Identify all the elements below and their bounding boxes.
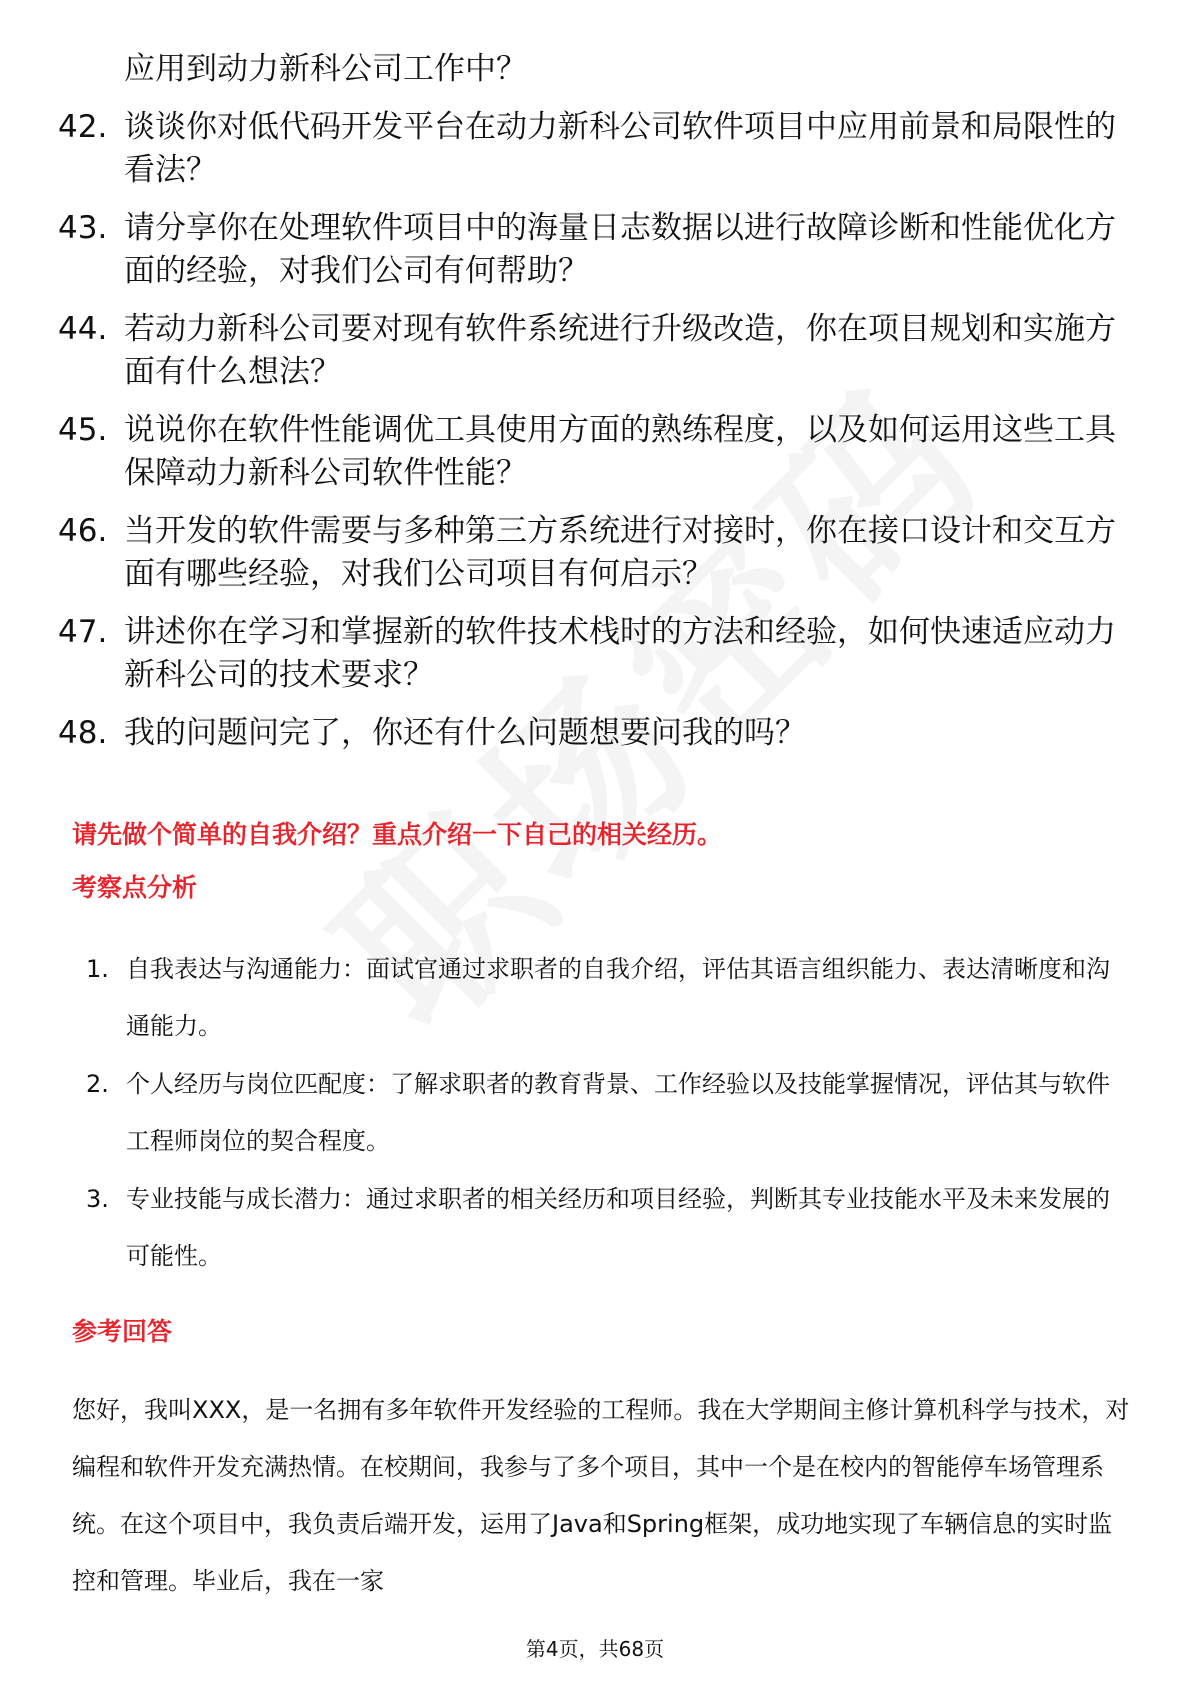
question-text: 说说你在软件性能调优工具使用方面的熟练程度，以及如何运用这些工具保障动力新科公司软件性能？ — [124, 412, 1116, 491]
question-number: 44. — [58, 311, 108, 347]
question-number: 45. — [58, 412, 108, 448]
question-text: 谈谈你对低代码开发平台在动力新科公司软件项目中应用前景和局限性的看法？ — [124, 109, 1116, 188]
question-text: 我的问题问完了，你还有什么问题想要问我的吗？ — [124, 715, 806, 751]
analysis-text: 个人经历与岗位匹配度：了解求职者的教育背景、工作经验以及技能掌握情况，评估其与软件工程师岗位的契合程度。 — [126, 1070, 1110, 1155]
question-continuation: 应用到动力新科公司工作中？ — [124, 51, 527, 87]
analysis-text: 专业技能与成长潜力：通过求职者的相关经历和项目经验，判断其专业技能水平及未来发展的可能性。 — [126, 1185, 1110, 1270]
question-number: 43. — [58, 210, 108, 246]
question-item — [58, 409, 1138, 495]
analysis-text: 自我表达与沟通能力：面试官通过求职者的自我介绍，评估其语言组织能力、表达清晰度和沟通能力。 — [126, 955, 1110, 1040]
page-footer: 第4页，共68页 — [525, 1637, 665, 1661]
question-item — [58, 510, 1138, 596]
analysis-number: 3. — [86, 1185, 109, 1213]
analysis-item — [86, 1056, 1126, 1170]
analysis-item — [86, 1171, 1126, 1285]
question-text: 请分享你在处理软件项目中的海量日志数据以进行故障诊断和性能优化方面的经验，对我们公司有何帮助？ — [124, 210, 1116, 289]
question-item — [58, 207, 1138, 293]
reference-title: 参考回答 — [72, 1317, 173, 1346]
section-headline: 请先做个简单的自我介绍？重点介绍一下自己的相关经历。 — [72, 820, 723, 849]
analysis-number: 2. — [86, 1070, 109, 1098]
analysis-list — [86, 941, 1126, 1286]
reference-answer: 您好，我叫XXX，是一名拥有多年软件开发经验的工程师。我在大学期间主修计算机科学与技术，对编程和软件开发充满热情。在校期间，我参与了多个项目，其中一个是在校内的智能停车场管理系统。在这个项目中，我负责后端开发，运用了Java和Spring框架，成功地实现了车辆信息的实时监控和管理。毕业后，我在一家 — [72, 1396, 1130, 1595]
question-text: 当开发的软件需要与多种第三方系统进行对接时，你在接口设计和交互方面有哪些经验，对我们公司项目有何启示？ — [124, 513, 1116, 592]
question-text: 讲述你在学习和掌握新的软件技术栈时的方法和经验，如何快速适应动力新科公司的技术要求？ — [124, 614, 1116, 693]
question-item — [58, 611, 1138, 697]
question-number: 48. — [58, 715, 108, 751]
question-number: 46. — [58, 513, 108, 549]
question-number: 47. — [58, 614, 108, 650]
question-text: 若动力新科公司要对现有软件系统进行升级改造，你在项目规划和实施方面有什么想法？ — [124, 311, 1116, 390]
question-number: 42. — [58, 109, 108, 145]
question-list — [58, 48, 1138, 770]
question-item — [58, 106, 1138, 192]
analysis-number: 1. — [86, 955, 109, 983]
analysis-title: 考察点分析 — [72, 873, 198, 902]
question-item — [58, 712, 1138, 755]
question-item — [58, 308, 1138, 394]
analysis-item — [86, 941, 1126, 1055]
